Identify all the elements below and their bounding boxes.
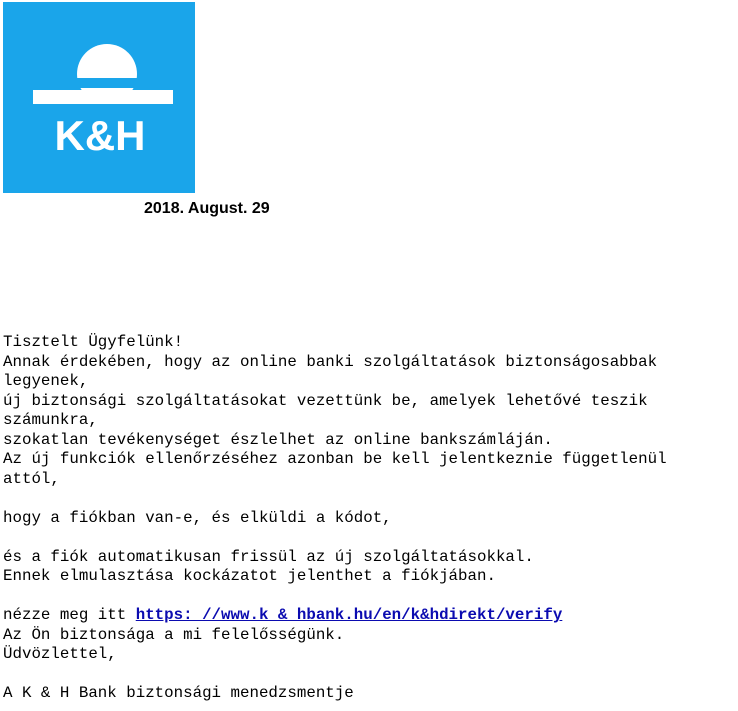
body-line: számunkra, [3, 411, 98, 429]
verify-link[interactable]: https: //www.k & hbank.hu/en/k&hdirekt/verify [135, 606, 563, 624]
blank-line [3, 489, 735, 509]
blank-line [3, 587, 735, 607]
body-line: Az új funkciók ellenőrzéséhez azonban be kell jelentkeznie függetlenül [3, 450, 667, 468]
body-line: szokatlan tevékenységet észlelhet az online bankszámláján. [3, 430, 553, 449]
body-line: Ennek elmulasztása kockázatot jelenthet a fiókjában. [3, 567, 496, 585]
blank-line [3, 528, 735, 548]
kh-bank-logo [3, 2, 195, 193]
body-line: hogy a fiókban van-e, és elküldi a kódot, [3, 508, 392, 527]
link-line [3, 606, 735, 626]
body-line: és a fiók automatikusan frissül az új szolgáltatásokkal. [3, 547, 534, 566]
blank-line [3, 665, 735, 685]
link-prefix: nézze meg itt [3, 606, 136, 624]
regards-line: Üdvözlettel, [3, 645, 117, 663]
signature-line: A K & H Bank biztonsági menedzsmentje [3, 684, 354, 702]
body-line: legyenek, [3, 372, 89, 390]
body-line: attól, [3, 469, 60, 488]
email-date: 2018. August. 29 [144, 200, 270, 217]
kh-logo-icon [3, 2, 195, 193]
logo-text: K&H [54, 112, 146, 159]
body-line: Annak érdekében, hogy az online banki szolgáltatások biztonságosabbak [3, 352, 658, 371]
email-body [3, 333, 735, 704]
body-line: új biztonsági szolgáltatásokat vezettünk be, amelyek lehetővé teszik [3, 391, 648, 410]
body-line: Az Ön biztonsága a mi felelősségünk. [3, 625, 345, 644]
greeting: Tisztelt Ügyfelünk! [3, 333, 184, 351]
